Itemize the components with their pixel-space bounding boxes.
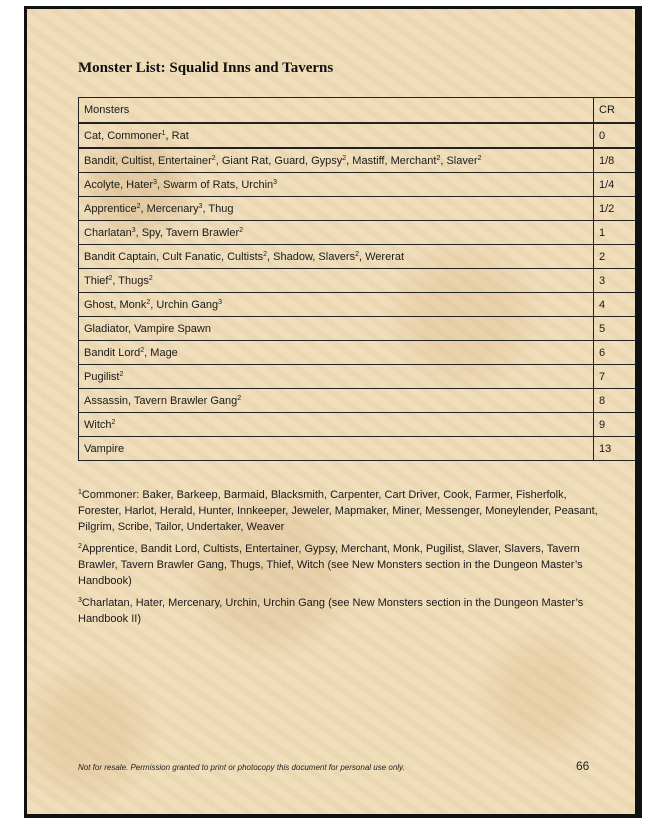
monster-names-cell [79,173,594,197]
monster-names-cell [79,197,594,221]
footnote-marker: 2 [239,226,244,234]
parchment-page [24,6,638,818]
challenge-rating-cell: 7 [594,365,638,389]
monster-text: , Giant Rat, Guard, Gypsy [215,154,343,167]
table-row [79,148,638,173]
challenge-rating-cell: 1/2 [594,197,638,221]
page-number: 66 [576,759,590,773]
page-shadow-bottom [24,814,642,818]
monster-text: , Mage [144,346,178,359]
monster-text: Witch [84,418,112,431]
monster-names-cell [79,221,594,245]
footnote-marker: 2 [342,154,347,162]
challenge-rating-cell: 8 [594,389,638,413]
monster-text: Gladiator, Vampire Spawn [84,322,211,335]
challenge-rating-cell: 6 [594,341,638,365]
footnote-marker: 3 [273,178,278,186]
challenge-rating-cell: 1 [594,221,638,245]
monster-table [78,97,638,461]
footnote-marker: 2 [477,154,482,162]
footnote-marker: 2 [436,154,441,162]
monster-names-cell [79,341,594,365]
page-title: Monster List: Squalid Inns and Taverns [78,60,334,76]
table-row [79,197,638,221]
footnote-marker: 2 [263,250,268,258]
footnote-marker: 2 [211,154,216,162]
footnote-marker: 2 [148,274,153,282]
monster-text: Apprentice [84,202,137,215]
footnote-marker: 2 [119,370,124,378]
footnote-marker: 3 [153,178,157,186]
footnote-text: Commoner: Baker, Barkeep, Barmaid, Blacksmith, Carpenter, Cart Driver, Cook, Farmer, Fisherfolk, Forester, Harlot, Herald, Hunter, Innkeeper, Jeweler, Mapmaker, Miner, Messenger, Moneylender, Peasant, Pilgrim, Scribe, Tailor, Undertaker, Weaver [78,489,598,533]
challenge-rating-cell: 13 [594,437,638,461]
table-body [79,123,638,461]
page-shadow-right [636,6,642,818]
footnote-marker: 3 [78,597,82,604]
footnote-marker: 1 [161,129,166,137]
monster-names-cell [79,389,594,413]
challenge-rating-cell: 1/4 [594,173,638,197]
monster-names-cell [79,245,594,269]
footnote-text: Apprentice, Bandit Lord, Cultists, Entertainer, Gypsy, Merchant, Monk, Pugilist, Slaver, Slavers, Tavern Brawler, Tavern Brawler Gang, Thugs, Thief, Witch (see New Monsters section in the Dungeon Master’s Handbook) [78,543,583,587]
monster-text: Acolyte, Hater [84,178,154,191]
monster-text: , Wererat [359,250,405,263]
monster-names-cell [79,437,594,461]
monster-text: , Mastiff, Merchant [346,154,437,167]
monster-text: Cat, Commoner [84,129,162,142]
monster-names-cell [79,148,594,173]
table-row [79,221,638,245]
footnote-marker: 3 [131,226,136,234]
footnote [78,487,608,535]
challenge-rating-cell: 4 [594,293,638,317]
monster-text: , Slaver [440,154,478,167]
footnote-marker: 2 [136,202,141,210]
challenge-rating-cell: 5 [594,317,638,341]
footnote-marker: 2 [78,543,82,550]
challenge-rating-cell: 3 [594,269,638,293]
table-row [79,437,638,461]
table-row [79,123,638,148]
footnote-text: Charlatan, Hater, Mercenary, Urchin, Urchin Gang (see New Monsters section in the Dungeon Master’s Handbook II) [78,597,584,625]
monster-names-cell [79,365,594,389]
monster-text: Charlatan [84,226,132,239]
table-header-row [79,98,638,124]
challenge-rating-cell: 9 [594,413,638,437]
table-row [79,317,638,341]
monster-text: , Mercenary [140,202,199,215]
monster-text: , Shadow, Slavers [267,250,356,263]
monster-text: , Urchin Gang [150,298,219,311]
table-row [79,245,638,269]
monster-text: Thief [84,274,109,287]
monster-names-cell [79,413,594,437]
monster-text: Bandit Captain, Cult Fanatic, Cultists [84,250,264,263]
footnote-marker: 2 [140,346,145,354]
monster-text: Assassin, Tavern Brawler Gang [84,394,238,407]
footnote-marker: 2 [108,274,113,282]
table-row [79,365,638,389]
footnote-marker: 2 [111,418,116,426]
table-row [79,389,638,413]
monster-text: Bandit Lord [84,346,141,359]
challenge-rating-cell: 2 [594,245,638,269]
footnote-marker: 2 [355,250,360,258]
table-row [79,173,638,197]
monster-text: , Thug [202,202,234,215]
monster-text: Ghost, Monk [84,298,147,311]
monster-names-cell [79,317,594,341]
table-row [79,341,638,365]
monster-text: , Rat [165,129,189,142]
header-monsters: Monsters [79,98,594,124]
monster-text: Vampire [84,442,125,455]
footnote-marker: 3 [198,202,203,210]
monster-text: Pugilist [84,370,120,383]
footnote-marker: 2 [237,394,242,402]
footnote [78,595,608,627]
monster-text: , Spy, Tavern Brawler [135,226,240,239]
footnote-marker: 3 [218,298,223,306]
footnotes [78,487,608,633]
monster-text: , Thugs [112,274,149,287]
table-row [79,293,638,317]
monster-names-cell [79,293,594,317]
challenge-rating-cell: 0 [594,123,638,148]
monster-text: , Swarm of Rats, Urchin [157,178,274,191]
footer-disclaimer: Not for resale. Permission granted to print or photocopy this document for personal use only. [78,763,405,772]
table-row [79,413,638,437]
footnote-marker: 1 [78,489,82,496]
monster-names-cell [79,123,594,148]
footnote-marker: 2 [146,298,151,306]
footnote [78,541,608,589]
monster-names-cell [79,269,594,293]
monster-text: Bandit, Cultist, Entertainer [84,154,212,167]
challenge-rating-cell: 1/8 [594,148,638,173]
table-row [79,269,638,293]
header-cr: CR [594,98,638,124]
